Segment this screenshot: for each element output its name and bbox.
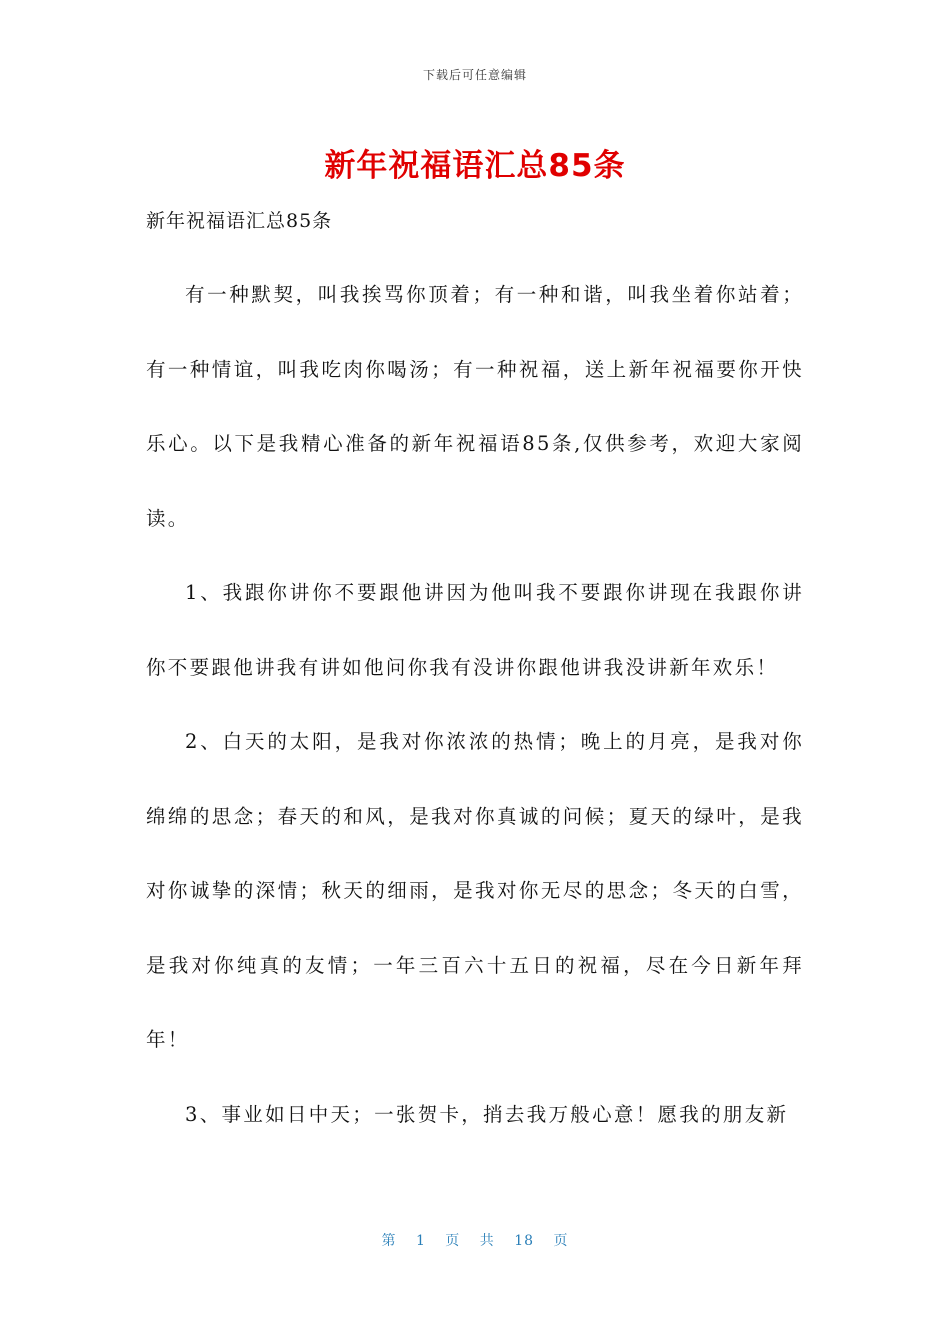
paragraph-item-1: 1、我跟你讲你不要跟他讲因为他叫我不要跟你讲现在我跟你讲你不要跟他讲我有讲如他问你我有没讲你跟他讲我没讲新年欢乐！ — [146, 581, 804, 679]
paragraph-item-3: 3、事业如日中天；一张贺卡，捎去我万般心意！愿我的朋友新 — [185, 1102, 789, 1126]
paragraph-item-2: 2、白天的太阳，是我对你浓浓的热情；晚上的月亮，是我对你绵绵的思念；春天的和风，是我对你真诚的问候；夏天的绿叶，是我对你诚挚的深情；秋天的细雨，是我对你无尽的思念；冬天的白雪，是我对你纯真的友情；一年三百六十五日的祝福，尽在今日新年拜年！ — [146, 730, 804, 1051]
page-footer: 第 1 页 共 18 页 — [381, 1233, 569, 1249]
document-body — [146, 258, 804, 1152]
document-subtitle: 新年祝福语汇总85条 — [146, 210, 333, 232]
document-title: 新年祝福语汇总85条 — [324, 148, 626, 184]
paragraph-intro: 有一种默契，叫我挨骂你顶着；有一种和谐，叫我坐着你站着；有一种情谊，叫我吃肉你喝汤；有一种祝福，送上新年祝福要你开快乐心。以下是我精心准备的新年祝福语85条,仅供参考，欢迎大家阅读。 — [146, 283, 804, 530]
header-note: 下载后可任意编辑 — [422, 68, 527, 82]
